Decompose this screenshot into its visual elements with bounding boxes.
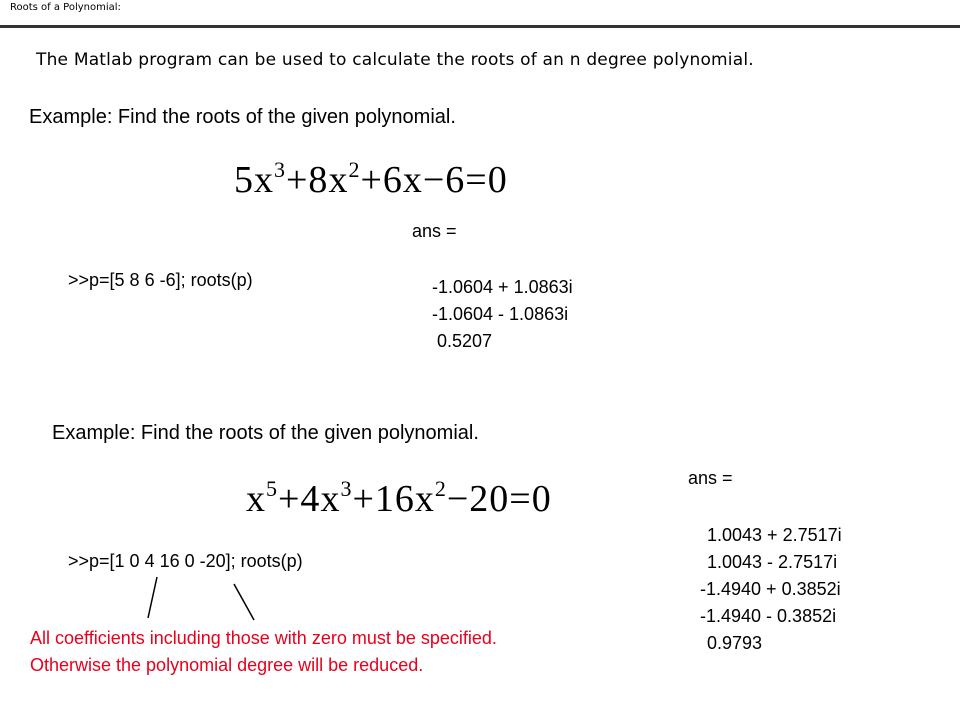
example2-command: >>p=[1 0 4 16 0 -20]; roots(p) [68,551,303,571]
example2-root: -1.4940 + 0.3852i [700,579,841,599]
eq2-term3-exp: 2 [434,476,447,501]
eq2-rest: −20=0 [446,478,552,520]
example2-root: -1.4940 - 0.3852i [700,606,837,626]
example1-command: >>p=[5 8 6 -6]; roots(p) [68,270,253,290]
example1-ans-label: ans = [412,221,457,241]
eq1-term2-var: x [328,159,349,201]
note-line-1: All coefficients including those with zero must be specified. [30,628,497,648]
eq2-term2-exp: 3 [340,476,353,501]
example1-root: 0.5207 [437,331,493,351]
eq2-term1-exp: 5 [266,476,278,501]
example2-root: 1.0043 + 2.7517i [707,525,842,545]
note-line-2: Otherwise the polynomial degree will be reduced. [30,655,424,675]
example2-heading: Example: Find the roots of the given polynomial. [52,422,479,444]
example1-heading: Example: Find the roots of the given polynomial. [29,106,456,128]
example2-root: 1.0043 - 2.7517i [707,552,838,572]
slide-title: Roots of a Polynomial: [10,2,121,13]
eq1-term1-exp: 3 [274,157,286,182]
intro-text: The Matlab program can be used to calculate the roots of an n degree polynomial. [36,50,754,70]
note-text [30,625,497,679]
example1-root: -1.0604 + 1.0863i [432,277,573,297]
eq1-term2-exp: 2 [348,157,361,182]
eq2-term3-coef: +16 [352,478,415,520]
eq2-term2-coef: +4 [278,478,321,520]
eq2-term1-var: x [246,478,266,520]
eq1-term1-coef: 5 [234,159,254,201]
example2-root: 0.9793 [707,633,763,653]
eq1-term1-var: x [254,159,274,201]
example2-ans-label: ans = [688,468,733,488]
arrow-to-first-zero [148,577,157,618]
example1-root: -1.0604 - 1.0863i [432,304,569,324]
eq2-term2-var: x [320,478,341,520]
eq1-term2-coef: +8 [286,159,329,201]
eq2-term3-var: x [414,478,435,520]
arrow-to-second-zero [234,584,254,620]
eq1-rest: +6x−6=0 [360,159,508,201]
